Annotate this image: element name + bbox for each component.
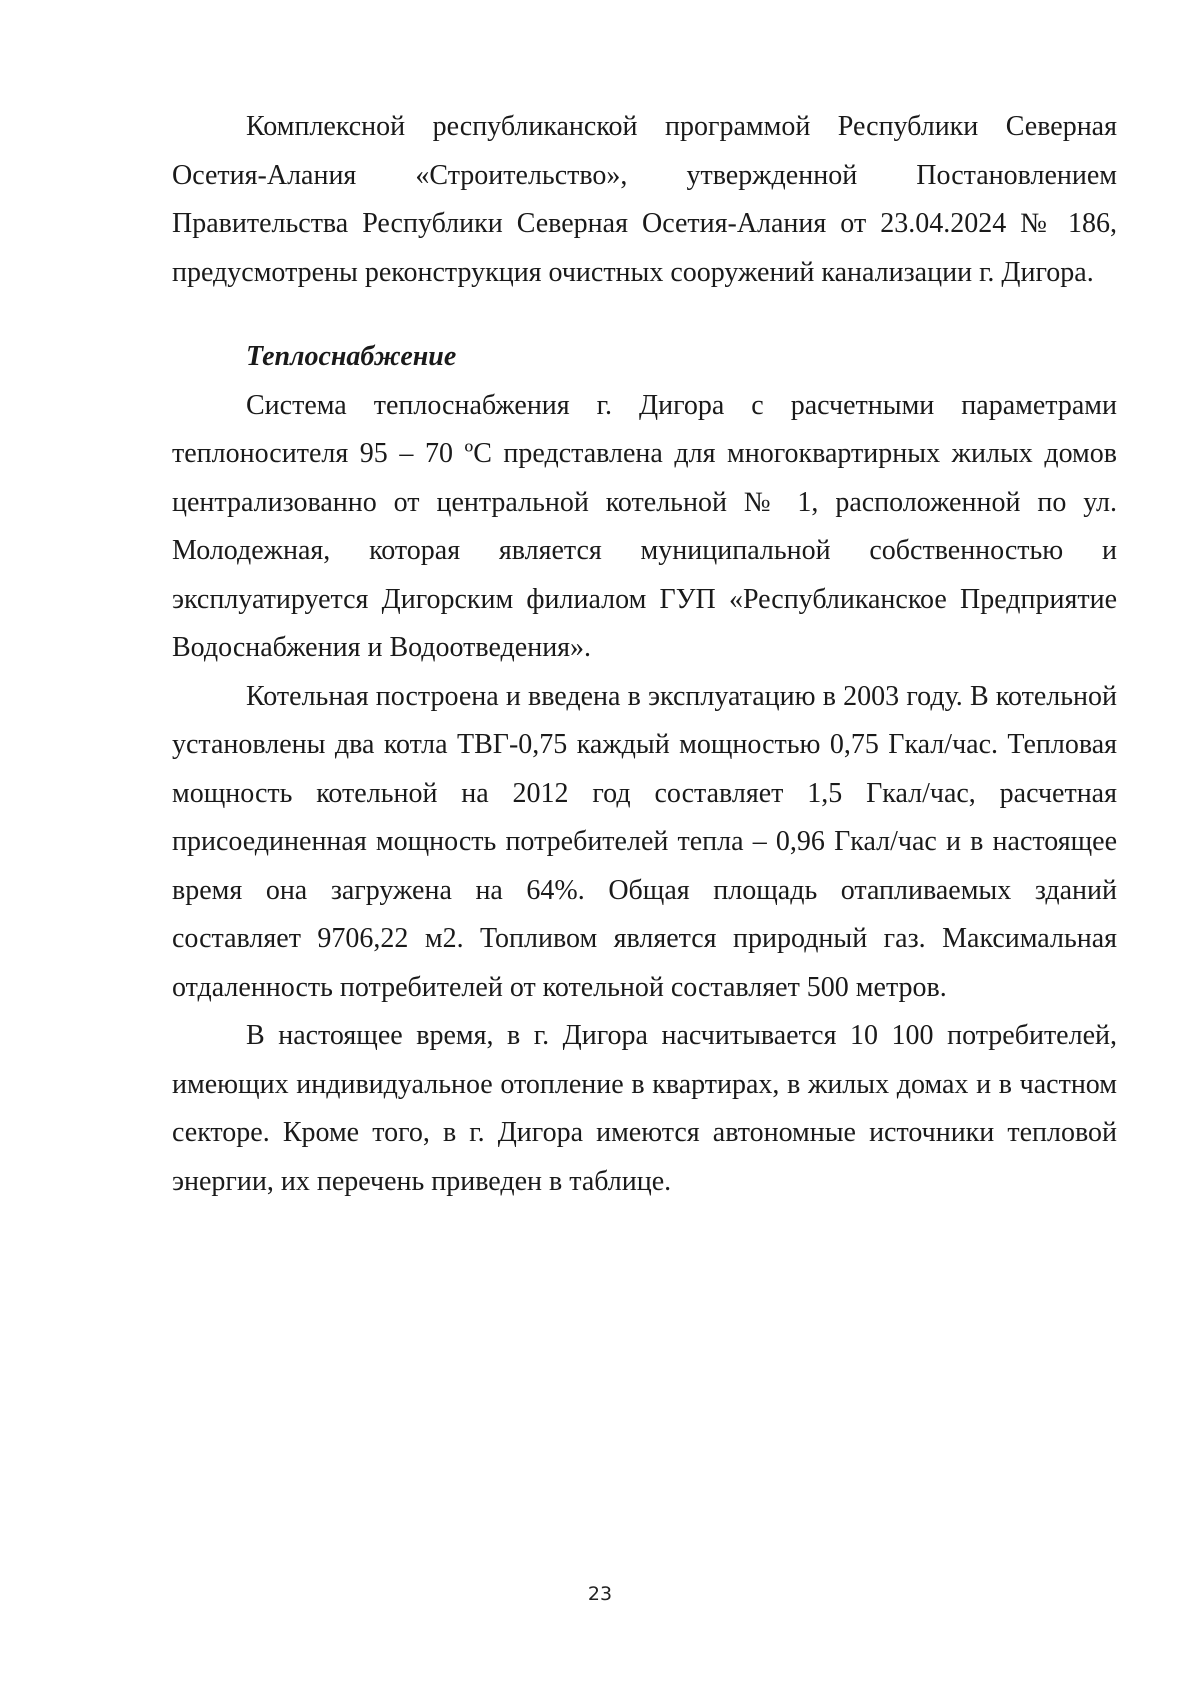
document-page	[172, 103, 1117, 1206]
intro-paragraph: Комплексной республиканской программой Республики Северная Осетия-Алания «Строительство», утвержденной Постановлением Правительства Республики Северная Осетия-Алания от 23.04.2024 № 186, предусмотрены реконструкция очистных сооружений канализации г. Дигора.	[172, 111, 1117, 288]
page-number: 23	[587, 1583, 613, 1605]
section-heading: Теплоснабжение	[246, 341, 457, 372]
paragraph-heating-system: Система теплоснабжения г. Дигора с расчетными параметрами теплоносителя 95 – 70 ºС представлена для многоквартирных жилых домов централизованно от центральной котельной № 1, расположенной по ул. Молодежная, которая является муниципальной собственностью и эксплуатируется Дигорским филиалом ГУП «Республиканское Предприятие Водоснабжения и Водоотведения».	[172, 389, 1117, 663]
paragraph-boiler-house: Котельная построена и введена в эксплуатацию в 2003 году. В котельной установлены два котла ТВГ-0,75 каждый мощностью 0,75 Гкал/час. Тепловая мощность котельной на 2012 год составляет 1,5 Гкал/час, расчетная присоединенная мощность потребителей тепла – 0,96 Гкал/час и в настоящее время она загружена на 64%. Общая площадь отапливаемых зданий составляет 9706,22 м2. Топливом является природный газ. Максимальная отдаленность потребителей от котельной составляет 500 метров.	[172, 680, 1117, 1003]
paragraph-consumers: В настоящее время, в г. Дигора насчитывается 10 100 потребителей, имеющих индивидуальное отопление в квартирах, в жилых домах и в частном секторе. Кроме того, в г. Дигора имеются автономные источники тепловой энергии, их перечень приведен в таблице.	[172, 1020, 1117, 1197]
